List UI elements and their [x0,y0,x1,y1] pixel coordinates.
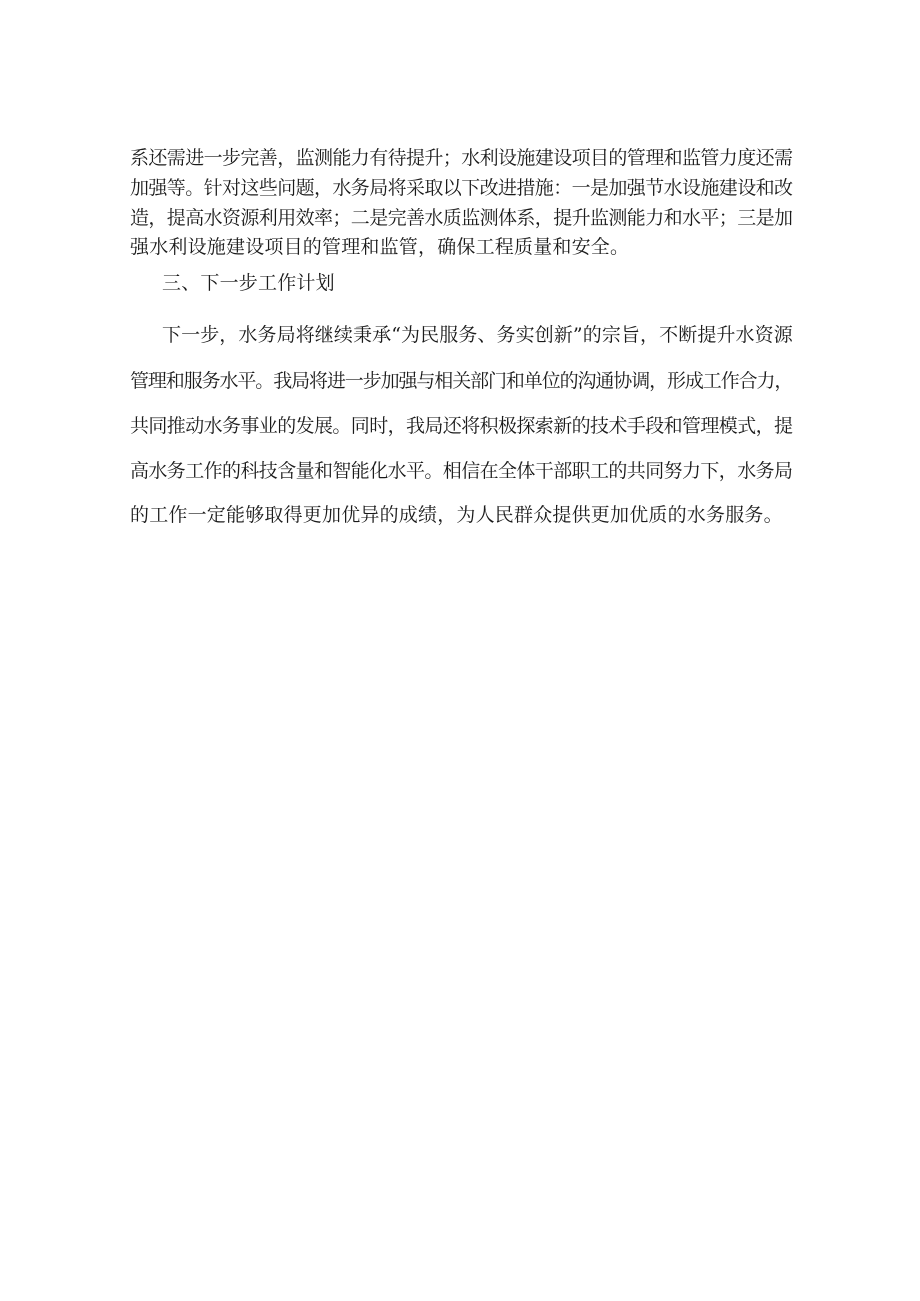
paragraph-1-line-4: 强水利设施建设项目的管理和监管，确保工程质量和安全。 [130,236,630,258]
paragraph-2-line-1: 下一步，水务局将继续秉承“为民服务、务实创新”的宗旨，不断提升水资源 [162,324,793,346]
paragraph-2-line-4: 高水务工作的科技含量和智能化水平。相信在全体干部职工的共同努力下，水务局 [130,460,793,482]
paragraph-2-line-2: 管理和服务水平。我局将进一步加强与相关部门和单位的沟通协调，形成工作合力， [130,370,793,392]
paragraph-1-line-3: 造，提高水资源利用效率；二是完善水质监测体系，提升监测能力和水平；三是加 [130,207,793,229]
paragraph-2-line-5: 的工作一定能够取得更加优异的成绩，为人民群众提供更加优质的水务服务。 [130,504,783,526]
paragraph-2-line-3: 共同推动水务事业的发展。同时，我局还将积极探索新的技术手段和管理模式，提 [130,415,793,437]
paragraph-1-line-1: 系还需进一步完善，监测能力有待提升；水利设施建设项目的管理和监管力度还需 [130,147,793,169]
section-heading: 三、下一步工作计划 [162,272,335,294]
paragraph-1-line-2: 加强等。针对这些问题，水务局将采取以下改进措施：一是加强节水设施建设和改 [130,177,793,199]
